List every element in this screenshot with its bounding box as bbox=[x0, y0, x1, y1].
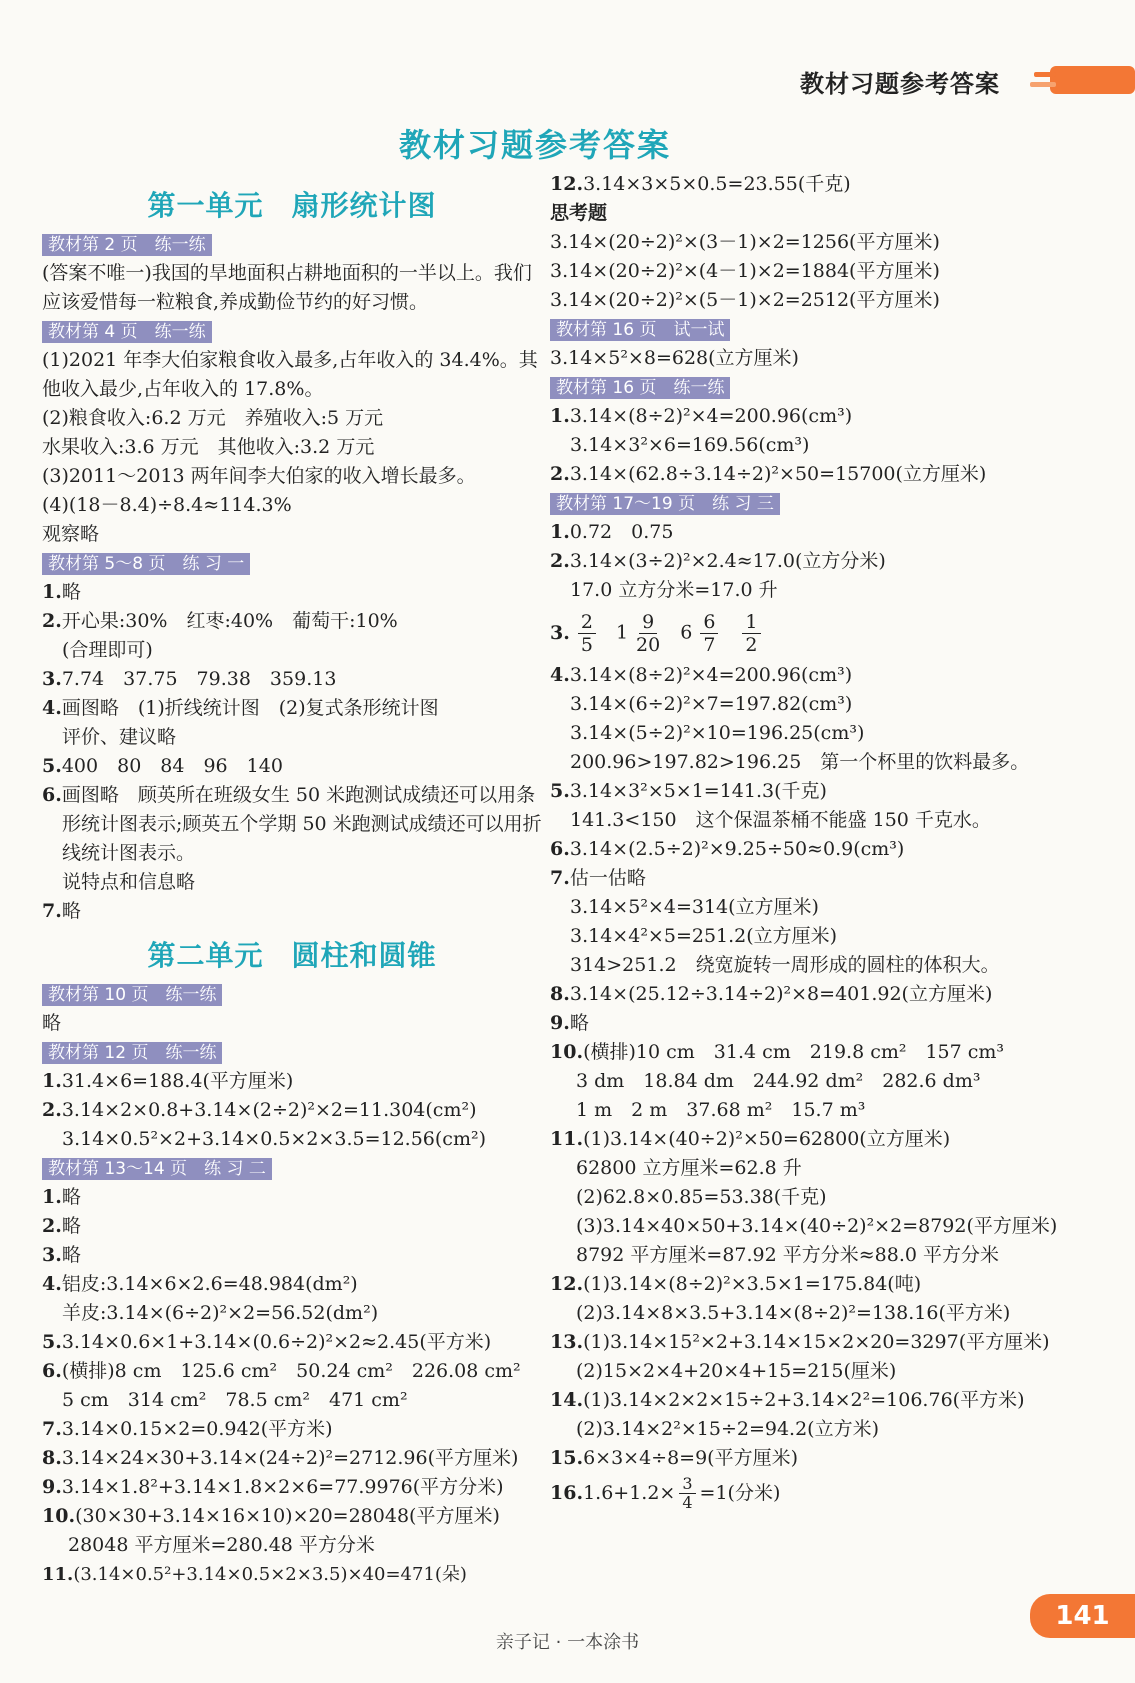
unit2-number: 第二单元 bbox=[147, 939, 264, 972]
fraction: $\frac{9}{20}$ bbox=[636, 610, 661, 656]
answer-item: 8.3.14×(25.12÷3.14÷2)²×8=401.92(立方厘米) bbox=[550, 983, 993, 1005]
mixed-number: 6 $\frac{6}{7}$ bbox=[680, 611, 726, 656]
answer-item: (合理即可) bbox=[62, 639, 153, 661]
answer-text: 水果收入:3.6 万元 其他收入:3.2 万元 bbox=[42, 436, 375, 458]
answer-text: 略 bbox=[42, 1012, 62, 1034]
answer-item: 7.估一估略 bbox=[550, 867, 646, 889]
section-label: 教材第 4 页 练一练 bbox=[42, 321, 212, 343]
answer-item: 2.开心果:30% 红枣:40% 葡萄干:10% bbox=[42, 610, 398, 632]
answer-item: 1 m 2 m 37.68 m² 15.7 m³ bbox=[576, 1099, 866, 1121]
section-label: 教材第 13～14 页 练 习 二 bbox=[42, 1158, 272, 1180]
answer-text: (3)2011～2013 两年间李大伯家的收入增长最多。 bbox=[42, 465, 476, 487]
answer-item: 12.3.14×3×5×0.5=23.55(千克) bbox=[550, 173, 851, 195]
section-label: 教材第 17～19 页 练 习 三 bbox=[550, 493, 780, 515]
mixed-number bbox=[734, 611, 768, 656]
page-number: 141 bbox=[1030, 1594, 1135, 1638]
answer-item: 5.400 80 84 96 140 bbox=[42, 755, 283, 777]
answer-item: 200.96>197.82>196.25 第一个杯里的饮料最多。 bbox=[570, 751, 1030, 773]
answer-item: 2.3.14×2×0.8+3.14×(2÷2)²×2=11.304(cm²) bbox=[42, 1099, 477, 1121]
header-title: 教材习题参考答案 bbox=[800, 70, 1000, 98]
section-label: 教材第 10 页 练一练 bbox=[42, 984, 222, 1006]
answer-item: 说特点和信息略 bbox=[62, 871, 196, 893]
footer-text: 亲子记 · 一本涂书 bbox=[495, 1632, 640, 1653]
answer-item: 8792 平方厘米=87.92 平方分米≈88.0 平方分米 bbox=[576, 1244, 1000, 1266]
answer-text: (1)2021 年李大伯家粮食收入最多,占年收入的 34.4%。其他收入最少,占年收入的 17.8%。 bbox=[42, 349, 538, 400]
answer-item: 1.3.14×(8÷2)²×4=200.96(cm³) bbox=[550, 405, 853, 427]
answer-item: 1.0.72 0.75 bbox=[550, 521, 674, 543]
answer-item: 9.略 bbox=[550, 1012, 589, 1034]
answer-item: 16. 1.6+1.2× $\frac{3}{4}$ =1(分米) bbox=[550, 1473, 781, 1512]
answer-item: 4.3.14×(8÷2)²×4=200.96(cm³) bbox=[550, 664, 853, 686]
answer-item: 13.(1)3.14×15²×2+3.14×15×2×20=3297(平方厘米) bbox=[550, 1331, 1050, 1353]
answer-item: 2.3.14×(62.8÷3.14÷2)²×50=15700(立方厘米) bbox=[550, 463, 987, 485]
answer-item: (2)3.14×8×3.5+3.14×(8÷2)²=138.16(平方米) bbox=[576, 1302, 1011, 1324]
right-column bbox=[550, 170, 1060, 1513]
answer-item: 3.14×(20÷2)²×(4－1)×2=1884(平方厘米) bbox=[550, 260, 940, 282]
answer-item: 3.14×3²×6=169.56(cm³) bbox=[570, 434, 810, 456]
answer-item: 62800 立方厘米=62.8 升 bbox=[576, 1157, 802, 1179]
answer-item: 7.3.14×0.15×2=0.942(平方米) bbox=[42, 1418, 333, 1440]
unit2-name: 圆柱和圆锥 bbox=[291, 939, 437, 972]
answer-item: 1.略 bbox=[42, 1186, 81, 1208]
answer-item: 3.7.74 37.75 79.38 359.13 bbox=[42, 668, 337, 690]
answer-text: (4)(18－8.4)÷8.4≈114.3% bbox=[42, 494, 292, 516]
answer-item: 3.14×5²×4=314(立方厘米) bbox=[570, 896, 819, 918]
answer-item: 7.略 bbox=[42, 900, 81, 922]
unit1-number: 第一单元 bbox=[147, 189, 264, 222]
answer-item: 3.略 bbox=[42, 1244, 81, 1266]
answer-item: 3.14×0.5²×2+3.14×0.5×2×3.5=12.56(cm²) bbox=[62, 1128, 486, 1150]
answer-item: 羊皮:3.14×(6÷2)²×2=56.52(dm²) bbox=[62, 1302, 379, 1324]
fraction: $\frac{3}{4}$ bbox=[679, 1475, 695, 1512]
answer-item: 4.画图略 (1)折线统计图 (2)复式条形统计图 bbox=[42, 697, 439, 719]
answer-item: 5.3.14×0.6×1+3.14×(0.6÷2)²×2≈2.45(平方米) bbox=[42, 1331, 492, 1353]
answer-item: 评价、建议略 bbox=[62, 726, 177, 748]
fraction: $\frac{6}{7}$ bbox=[700, 611, 718, 656]
fraction: $\frac{2}{5}$ bbox=[578, 611, 596, 656]
answer-item: 314>251.2 绕宽旋转一周形成的圆柱的体积大。 bbox=[570, 954, 1000, 976]
main-title: 教材习题参考答案 bbox=[398, 126, 671, 164]
answer-item: 11.(1)3.14×(40÷2)²×50=62800(立方厘米) bbox=[550, 1128, 951, 1150]
answer-item: 15.6×3×4÷8=9(平方厘米) bbox=[550, 1447, 799, 1469]
answer-item: 3.14×(6÷2)²×7=197.82(cm³) bbox=[570, 693, 853, 715]
header-decor-band bbox=[1030, 62, 1135, 98]
answer-item: 1.31.4×6=188.4(平方厘米) bbox=[42, 1070, 294, 1092]
answer-item-fractions: 3. $\frac{2}{5}$ 1 $\frac{9}{20}$ 6 $\frac{6}{7}$ $\frac{1}{2}$ bbox=[550, 605, 1060, 661]
answer-item: 1.略 bbox=[42, 581, 81, 603]
answer-item: 6.画图略 顾英所在班级女生 50 米跑测试成绩还可以用条形统计图表示;顾英五个学期 50 米跑测试成绩还可以用折线统计图表示。 bbox=[42, 784, 542, 864]
answer-text: (2)粮食收入:6.2 万元 养殖收入:5 万元 bbox=[42, 407, 384, 429]
answer-item: 6.3.14×(2.5÷2)²×9.25÷50≈0.9(cm³) bbox=[550, 838, 905, 860]
answer-item: 9.3.14×1.8²+3.14×1.8×2×6=77.9976(平方分米) bbox=[42, 1476, 504, 1498]
answer-item: 28048 平方厘米=280.48 平方分米 bbox=[68, 1534, 375, 1556]
fraction: $\frac{1}{2}$ bbox=[742, 611, 760, 656]
left-column bbox=[42, 182, 542, 1589]
answer-item: (2)62.8×0.85=53.38(千克) bbox=[576, 1186, 827, 1208]
answer-item: 17.0 立方分米=17.0 升 bbox=[570, 579, 778, 601]
answer-item: 5 cm 314 cm² 78.5 cm² 471 cm² bbox=[62, 1389, 408, 1411]
answer-item: 141.3<150 这个保温茶桶不能盛 150 千克水。 bbox=[570, 809, 991, 831]
answer-item: 3.14×(5÷2)²×10=196.25(cm³) bbox=[570, 722, 865, 744]
answer-item: 3.14×(20÷2)²×(3－1)×2=1256(平方厘米) bbox=[550, 231, 940, 253]
answer-item: 4.铝皮:3.14×6×2.6=48.984(dm²) bbox=[42, 1273, 358, 1295]
answer-item: 12.(1)3.14×(8÷2)²×3.5×1=175.84(吨) bbox=[550, 1273, 922, 1295]
answer-item: (2)15×2×4+20×4+15=215(厘米) bbox=[576, 1360, 897, 1382]
answer-item: 3 dm 18.84 dm 244.92 dm² 282.6 dm³ bbox=[576, 1070, 981, 1092]
answer-item: (3)3.14×40×50+3.14×(40÷2)²×2=8792(平方厘米) bbox=[576, 1215, 1058, 1237]
answer-item: (2)3.14×2²×15÷2=94.2(立方米) bbox=[576, 1418, 879, 1440]
answer-item: 3.14×4²×5=251.2(立方厘米) bbox=[570, 925, 838, 947]
answer-item: 2.3.14×(3÷2)²×2.4≈17.0(立方分米) bbox=[550, 550, 886, 572]
section-label: 教材第 16 页 练一练 bbox=[550, 377, 730, 399]
answer-item: 3.14×(20÷2)²×(5－1)×2=2512(平方厘米) bbox=[550, 289, 940, 311]
answer-item: 10.(横排)10 cm 31.4 cm 219.8 cm² 157 cm³ bbox=[550, 1041, 1005, 1063]
answer-item: 10.(30×30+3.14×16×10)×20=28048(平方厘米) bbox=[42, 1505, 500, 1527]
unit1-name: 扇形统计图 bbox=[291, 189, 437, 222]
answer-text: 观察略 bbox=[42, 523, 100, 545]
unit1-title bbox=[42, 182, 542, 230]
unit2-title bbox=[42, 932, 542, 980]
mixed-number: 1 $\frac{9}{20}$ bbox=[615, 610, 661, 656]
section-label: 教材第 5～8 页 练 习 一 bbox=[42, 553, 250, 575]
answer-item: 8.3.14×24×30+3.14×(24÷2)²=2712.96(平方厘米) bbox=[42, 1447, 519, 1469]
answer-item: 2.略 bbox=[42, 1215, 81, 1237]
mixed-number bbox=[570, 611, 604, 656]
section-label: 教材第 12 页 练一练 bbox=[42, 1042, 222, 1064]
answer-item: 5.3.14×3²×5×1=141.3(千克) bbox=[550, 780, 827, 802]
answer-text: (答案不唯一)我国的旱地面积占耕地面积的一半以上。我们应该爱惜每一粒粮食,养成勤俭节约的好习惯。 bbox=[42, 262, 532, 313]
answer-item: 6.(横排)8 cm 125.6 cm² 50.24 cm² 226.08 cm² bbox=[42, 1360, 521, 1382]
section-label: 教材第 16 页 试一试 bbox=[550, 319, 730, 341]
section-label: 教材第 2 页 练一练 bbox=[42, 234, 212, 256]
answer-item: 14.(1)3.14×2×2×15÷2+3.14×2²=106.76(平方米) bbox=[550, 1389, 1025, 1411]
answer-item: 3.14×5²×8=628(立方厘米) bbox=[550, 347, 799, 369]
think-label: 思考题 bbox=[550, 202, 608, 224]
answer-item: 11.(3.14×0.5²+3.14×0.5×2×3.5)×40=471(朵) bbox=[42, 1564, 467, 1585]
